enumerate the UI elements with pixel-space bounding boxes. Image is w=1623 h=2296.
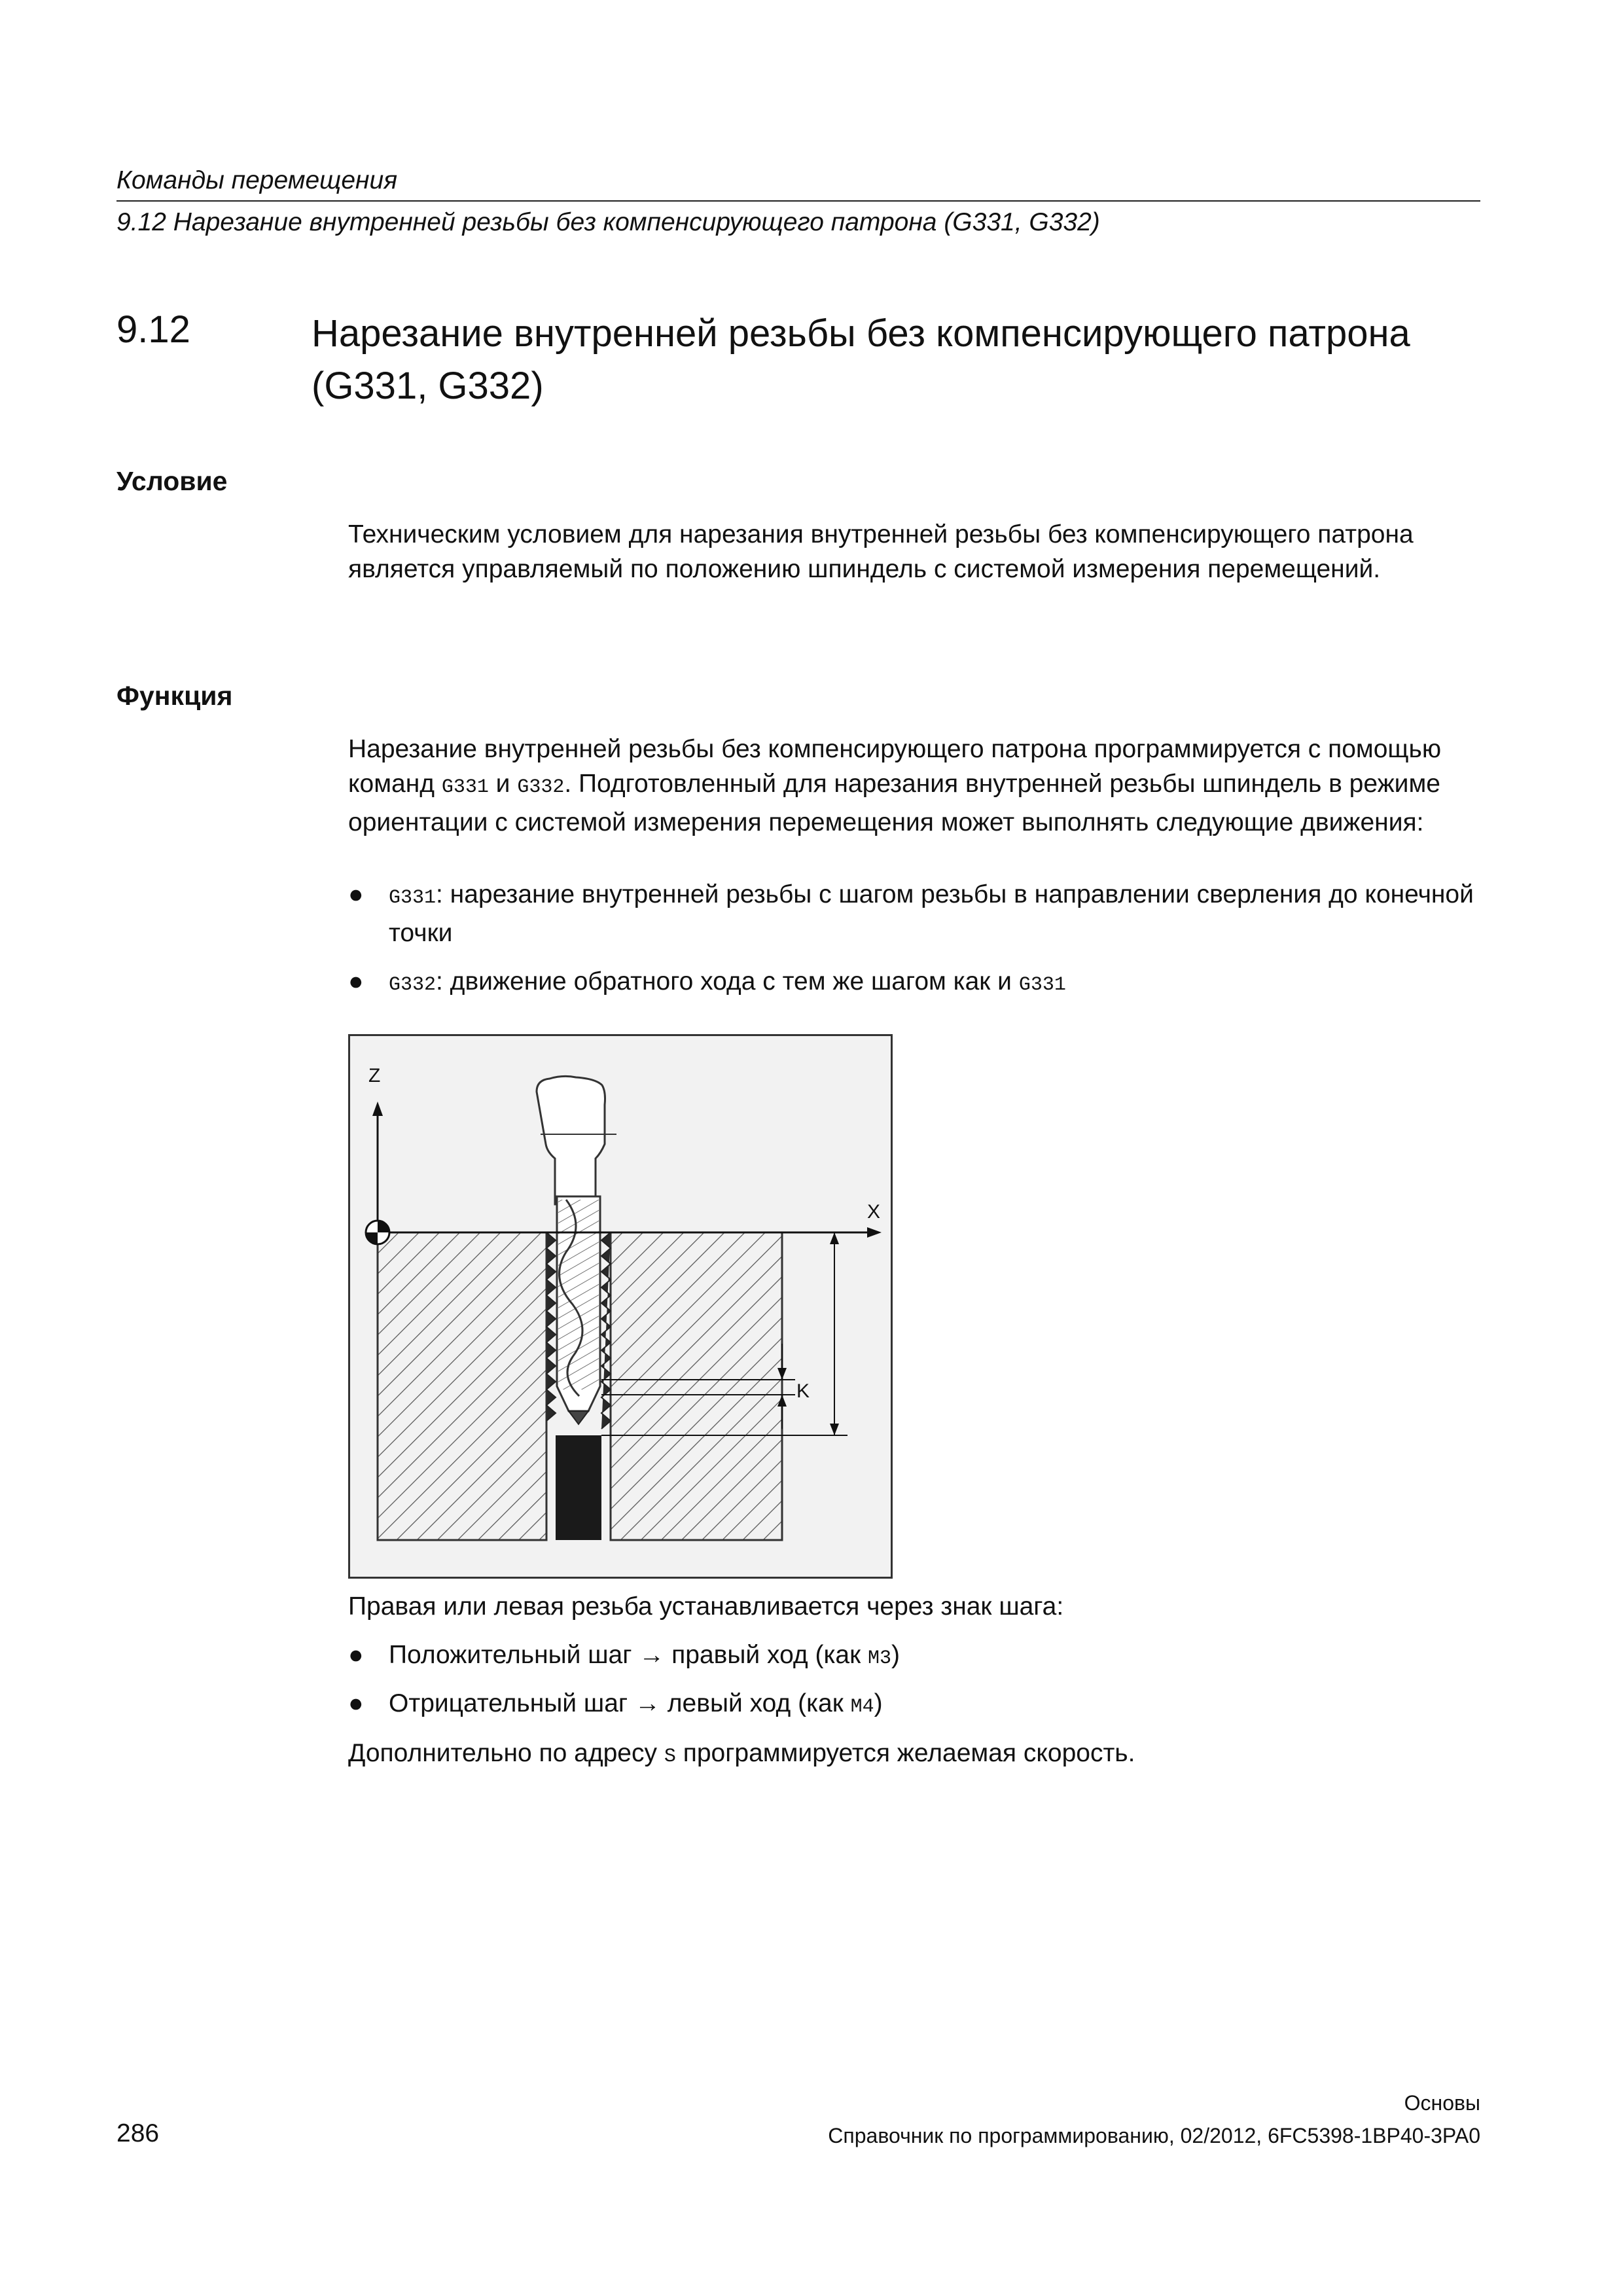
footer-reference: Справочник по программированию, 02/2012, 6FC5398-1BP40-3PA0 <box>828 2124 1480 2147</box>
list-item <box>348 1686 1493 1722</box>
bullet-icon: ● <box>348 967 364 996</box>
tapping-diagram-svg <box>350 1036 891 1577</box>
condition-heading: Условие <box>116 466 228 496</box>
command-code: M3 <box>868 1647 892 1670</box>
list-item-label: Положительный шаг → правый ход (как <box>389 1641 868 1669</box>
workpiece-left <box>378 1232 546 1540</box>
x-axis-label: X <box>867 1201 881 1223</box>
list-item <box>348 877 1493 949</box>
command-code: M4 <box>850 1696 874 1718</box>
list-item-label: Отрицательный шаг → левый ход (как <box>389 1689 851 1717</box>
command-code: G332 <box>517 776 565 798</box>
list-item-text <box>389 1638 1495 1676</box>
speed-note <box>348 1736 1493 1774</box>
command-code: G332 <box>389 974 437 996</box>
command-code: G331 <box>389 887 437 909</box>
workpiece-right <box>611 1232 782 1540</box>
bullet-icon: ● <box>348 1689 364 1717</box>
list-item-tail: ) <box>874 1689 883 1717</box>
list-item-text <box>389 964 1495 1003</box>
list-item-label: : нарезание внутренней резьбы с шагом резьбы в направлении сверления до конечной точки <box>389 880 1474 947</box>
function-intro-and: и <box>488 770 518 798</box>
z-axis-arrow-icon <box>372 1102 383 1116</box>
bullet-icon: ● <box>348 880 364 908</box>
speed-note-part1: Дополнительно по адресу <box>348 1739 664 1767</box>
tapping-diagram <box>348 1034 893 1579</box>
page-number: 286 <box>116 2119 160 2147</box>
list-item <box>348 1638 1493 1674</box>
footer-book-title: Основы <box>1404 2091 1480 2115</box>
reference-point-icon <box>366 1221 389 1244</box>
command-code: G331 <box>1018 974 1066 996</box>
speed-note-part2: программируется желаемая скорость. <box>675 1739 1135 1767</box>
z-axis-label: Z <box>368 1065 381 1086</box>
function-intro-part1: Нарезание внутренней резьбы без компенсирующего патрона программируется с помощью команд <box>348 735 1442 798</box>
header-rule <box>116 200 1480 202</box>
command-code: S <box>664 1746 676 1768</box>
section-title: Нарезание внутренней резьбы без компенсирующего патрона (G331, G332) <box>312 312 1410 407</box>
condition-text: Техническим условием для нарезания внутренней резьбы без компенсирующего патрона является управляемый по положению шпиндель с системой измерения перемещений. <box>348 520 1414 583</box>
list-item-text <box>389 1686 1495 1725</box>
running-header-section: 9.12 Нарезание внутренней резьбы без компенсирующего патрона (G331, G332) <box>116 208 1100 236</box>
thread-direction-intro: Правая или левая резьба устанавливается через знак шага: <box>348 1592 1064 1621</box>
list-item-label: : движение обратного хода с тем же шагом как и <box>436 967 1019 996</box>
bore-core <box>556 1435 601 1540</box>
bullet-icon: ● <box>348 1641 364 1669</box>
section-number: 9.12 <box>116 308 190 351</box>
command-code: G331 <box>441 776 489 798</box>
x-axis-arrow-icon <box>867 1227 882 1238</box>
running-header-chapter: Команды перемещения <box>116 166 398 194</box>
function-intro-part2: . Подготовленный для нарезания внутренней резьбы шпиндель в режиме ориентации с системой измерения перемещения может выполнять следующие движения: <box>348 770 1440 836</box>
list-item-text <box>389 877 1495 950</box>
tap-shank <box>537 1076 605 1204</box>
list-item-tail: ) <box>891 1641 901 1669</box>
pitch-label: K <box>796 1380 810 1402</box>
function-intro <box>348 732 1493 840</box>
function-heading: Функция <box>116 681 233 711</box>
list-item <box>348 964 1493 1000</box>
